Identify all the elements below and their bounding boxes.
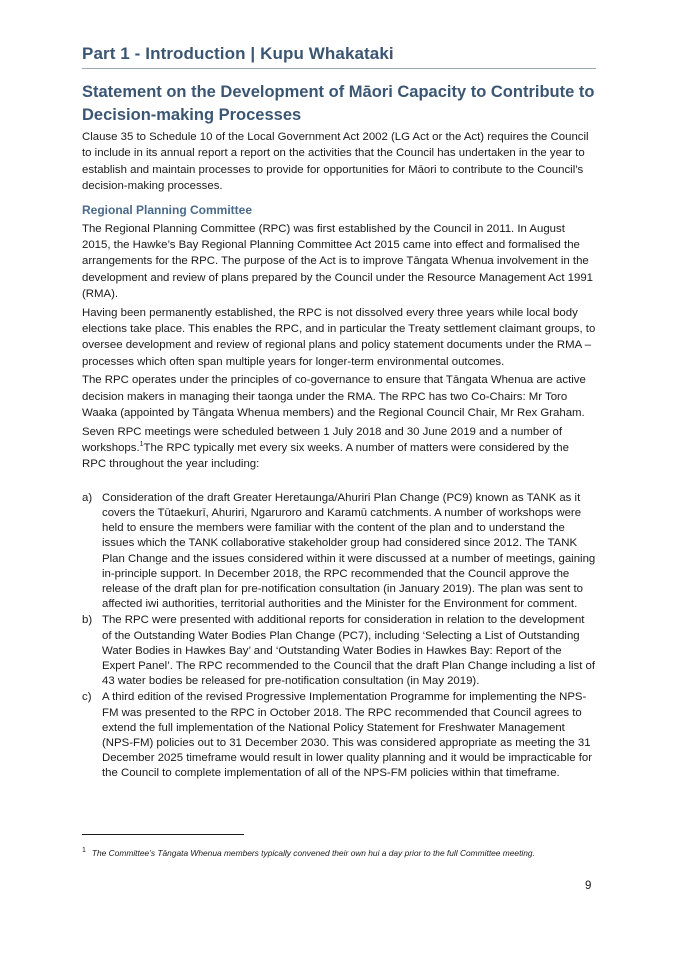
footnote-number: 1 (82, 847, 86, 854)
list-item-text: Consideration of the draft Greater Heretaunga/Ahuriri Plan Change (PC9) known as TANK as it covers the Tūtaekurī, Ahuriri, Ngaruroro and Karamū catchments. A number of workshops were held to ensure the members were familiar with the content of the plan and to understand the issues which the TANK collaborative stakeholder group had considered since 2012. The TANK Plan Change and the issues considered within it were discussed at a number of meetings, gaining in-principle support. In December 2018, the RPC recommended that the Council approve the release of the draft plan for pre-notification consultation (in January 2019). The plan was sent to affected iwi authorities, territorial authorities and the Minister for the Environment for comment. (102, 491, 596, 611)
list-item-text: The RPC were presented with additional reports for consideration in relation to the development of the Outstanding Water Bodies Plan Change (PC7), including ‘Selecting a List of Outstanding Water Bodies in Hawkes Bay’ and ‘Outstanding Water Bodies in Hawkes Bay: Report of the Expert Panel’. The RPC recommended to the Council that the draft Plan Change including a list of 43 water bodies be released for pre-notification consultation (in May 2019). (102, 614, 596, 688)
rpc-heading: Regional Planning Committee (82, 202, 253, 217)
list-marker: b) (82, 614, 93, 627)
list-marker: a) (82, 491, 93, 504)
page-body (82, 44, 596, 783)
footnote-reference[interactable]: 1 (139, 441, 144, 449)
list-item (82, 613, 596, 689)
page-number: 9 (585, 880, 592, 892)
rpc-paragraph-3: The RPC operates under the principles of co-governance to ensure that Tāngata Whenua are active decision makers in managing their taonga under the RMA. The RPC has two Co-Chairs: Mr Toro Waaka (appointed by Tāngata Whenua members) and the Regional Council Chair, Mr Rex Graham. (82, 374, 586, 420)
list-marker: c) (82, 691, 92, 704)
rpc-paragraph-4-text-a: Seven RPC meetings were scheduled between 1 July 2018 and 30 June 2019 and a number of workshops. (82, 425, 562, 454)
list-item (82, 491, 596, 613)
rpc-paragraph-4-text-b: The RPC typically met every six weeks. A number of matters were considered by the RPC throughout the year including: (82, 441, 569, 471)
rpc-paragraph-1: The Regional Planning Committee (RPC) was first established by the Council in 2011. In August 2015, the Hawke’s Bay Regional Planning Committee Act 2015 came into effect and formalised the arrangements for the RPC. The purpose of the Act is to improve Tāngata Whenua involvement in the development and review of plans prepared by the Council under the Resource Management Act 1991 (RMA). (82, 222, 593, 301)
rpc-paragraph-4 (82, 424, 596, 473)
footnote-text: The Committee’s Tāngata Whenua members typically convened their own hui a day prior to the full Committee meeting. (91, 847, 535, 858)
matters-list (82, 491, 596, 782)
rpc-paragraph-2: Having been permanently established, the RPC is not dissolved every three years while local body elections take place. This enables the RPC, and in particular the Treaty settlement claimant groups, to oversee development and review of regional plans and policy statement documents under the RMA – processes which often span multiple years for longer-term environmental outcomes. (82, 306, 596, 368)
footnote-divider (82, 834, 244, 835)
footnote (82, 847, 602, 858)
intro-paragraph: Clause 35 to Schedule 10 of the Local Government Act 2002 (LG Act or the Act) requires the Council to include in its annual report a report on the activities that the Council has undertaken in the year to establish and maintain processes to provide for opportunities for Māori to contribute to the Council’s decision-making processes. (82, 131, 589, 193)
section-title: Statement on the Development of Māori Capacity to Contribute to Decision-making Processes (82, 83, 595, 124)
list-item-text: A third edition of the revised Progressive Implementation Programme for implementing the NPS-FM was presented to the RPC in October 2018. The RPC recommended that Council agrees to extend the full implementation of the National Policy Statement for Freshwater Management (NPS-FM) policies out to 31 December 2030. This was considered appropriate as meeting the 31 December 2025 timeframe would result in lower quality planning and it would be impracticable for the Council to complete implementation of all of the NPS-FM policies within that timeframe. (102, 691, 593, 780)
part-title: Part 1 - Introduction | Kupu Whakataki (82, 44, 596, 69)
list-item (82, 690, 596, 781)
